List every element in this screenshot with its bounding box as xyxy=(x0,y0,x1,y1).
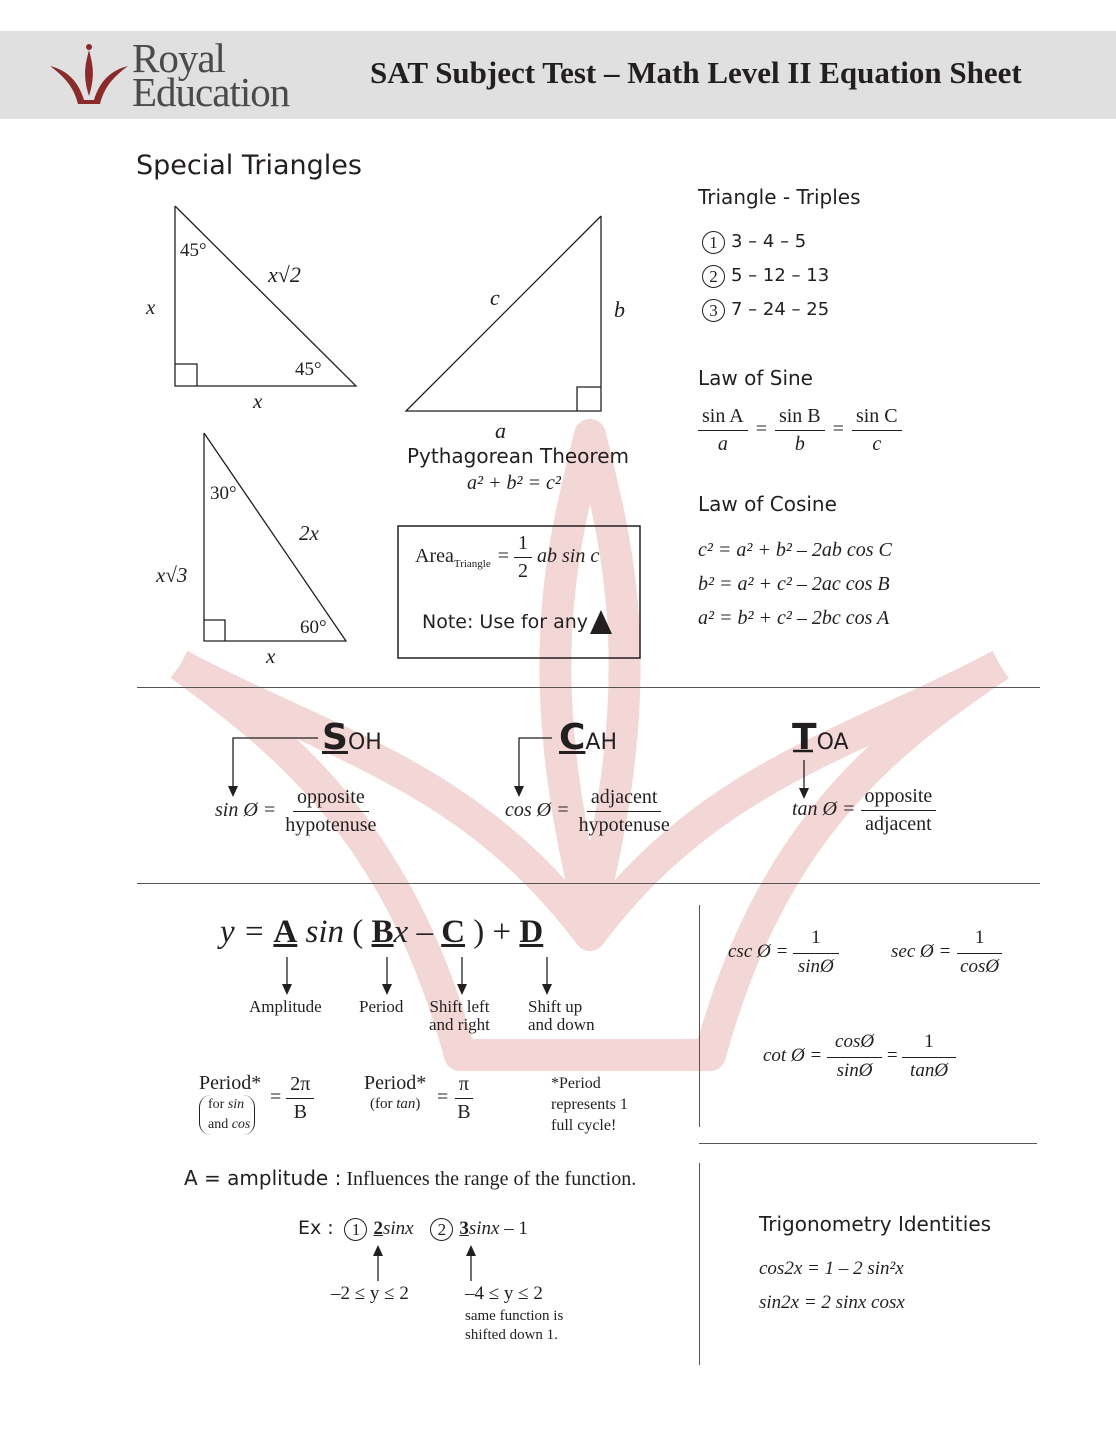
period-tan-formula: = $\frac{\pi}{B}$ xyxy=(437,1073,475,1124)
label-shift-ud: Shift up and down xyxy=(528,997,595,1034)
period-tan-label: Period* xyxy=(364,1072,427,1094)
tri45-angle-right: 45° xyxy=(295,359,322,380)
sin-definition: sin Ø = $\frac{\text{opposite}}{\text{hypotenuse}}$ xyxy=(215,786,377,836)
cot-identity: cot Ø = $\frac{\cos Ø}{\sin Ø}$ = $\frac{1}{\tan Ø}$ xyxy=(763,1031,956,1082)
cosine-line: c² = a² + b² – 2ab cos C xyxy=(698,539,892,561)
identity-line: sin2x = 2 sinx cosx xyxy=(759,1292,905,1313)
period-sin-label: Period* xyxy=(199,1072,262,1094)
brand-line1: Royal xyxy=(132,35,225,81)
tri45-leg-bottom: x xyxy=(253,389,263,413)
brand-line2: Education xyxy=(132,69,290,115)
label-period: Period xyxy=(359,997,404,1016)
toa-mnemonic: TOA xyxy=(792,717,849,758)
label-amplitude: Amplitude xyxy=(249,997,322,1016)
section-heading-special-triangles: Special Triangles xyxy=(136,150,362,181)
area-formula: Area$_{Triangle}$ = $\frac{1}{2}$ ab sin c xyxy=(415,532,600,582)
tri30-angle-right: 60° xyxy=(300,617,327,638)
period-tan-note: (for tan) xyxy=(370,1096,421,1112)
triple-item: 3 7 – 24 – 25 xyxy=(702,293,829,327)
cosine-line: a² = b² + c² – 2bc cos A xyxy=(698,607,890,629)
tan-definition: tan Ø = $\frac{\text{opposite}}{\text{adjacent}}$ xyxy=(792,785,936,836)
area-note: Note: Use for any xyxy=(422,611,589,633)
examples-row: Ex : 1 2sinx 2 3sinx – 1 xyxy=(298,1217,528,1240)
identity-line: cos2x = 1 – 2 sin²x xyxy=(759,1258,904,1279)
cah-mnemonic: CAH xyxy=(559,717,618,758)
tri45-leg-left: x xyxy=(146,295,156,319)
pythag-title: Pythagorean Theorem xyxy=(407,444,629,468)
soh-mnemonic: SOH xyxy=(322,717,382,758)
period-footnote: *Period represents 1 full cycle! xyxy=(551,1075,628,1134)
tri45-angle-top: 45° xyxy=(180,240,207,261)
label-shift-lr: Shift left and right xyxy=(429,997,490,1034)
law-of-sine-formula: $\frac{\text{sin A}}{a}$ = $\frac{\text{sin B}}{b}$ = $\frac{\text{sin C}}{c}$ xyxy=(698,405,902,456)
pythag-leg-bottom-label: a xyxy=(495,418,506,443)
ex2-note: same function is shifted down 1. xyxy=(465,1308,564,1343)
period-sin-formula: = $\frac{2\pi}{B}$ xyxy=(270,1073,314,1124)
sinusoid-equation: y = A sin ( Bx – C ) + D xyxy=(220,914,544,950)
pythag-leg-right-label: b xyxy=(614,297,625,322)
tri30-angle-top: 30° xyxy=(210,483,237,504)
tri45-hypotenuse: x√2 xyxy=(268,262,301,287)
ex2-range: –4 ≤ y ≤ 2 xyxy=(465,1283,543,1304)
triple-item: 1 3 – 4 – 5 xyxy=(702,225,829,259)
law-of-cosine-heading: Law of Cosine xyxy=(698,492,837,516)
period-sin-note: for sin and cos xyxy=(199,1095,255,1135)
triple-item: 2 5 – 12 – 13 xyxy=(702,259,829,293)
cosine-line: b² = a² + c² – 2ac cos B xyxy=(698,573,890,595)
tri30-leg-left: x√3 xyxy=(156,563,188,587)
sec-identity: sec Ø = $\frac{1}{\cos Ø}$ xyxy=(891,927,1003,978)
page-title: SAT Subject Test – Math Level II Equation Sheet xyxy=(370,55,1022,90)
law-of-sine-heading: Law of Sine xyxy=(698,366,813,390)
pythag-hyp-label: c xyxy=(490,285,500,310)
pythag-formula: a² + b² = c² xyxy=(467,472,561,494)
identities-lines xyxy=(759,1252,905,1320)
csc-identity: csc Ø = $\frac{1}{\sin Ø}$ xyxy=(728,927,839,978)
triples-heading: Triangle - Triples xyxy=(698,185,861,209)
tri30-hypotenuse: 2x xyxy=(299,521,319,545)
identities-heading: Trigonometry Identities xyxy=(759,1212,992,1236)
tri30-leg-bottom: x xyxy=(266,644,276,668)
cos-definition: cos Ø = $\frac{\text{adjacent}}{\text{hypotenuse}}$ xyxy=(505,786,670,836)
ex1-range: –2 ≤ y ≤ 2 xyxy=(331,1283,409,1304)
amplitude-explanation: A = amplitude : Influences the range of the function. xyxy=(184,1166,637,1190)
